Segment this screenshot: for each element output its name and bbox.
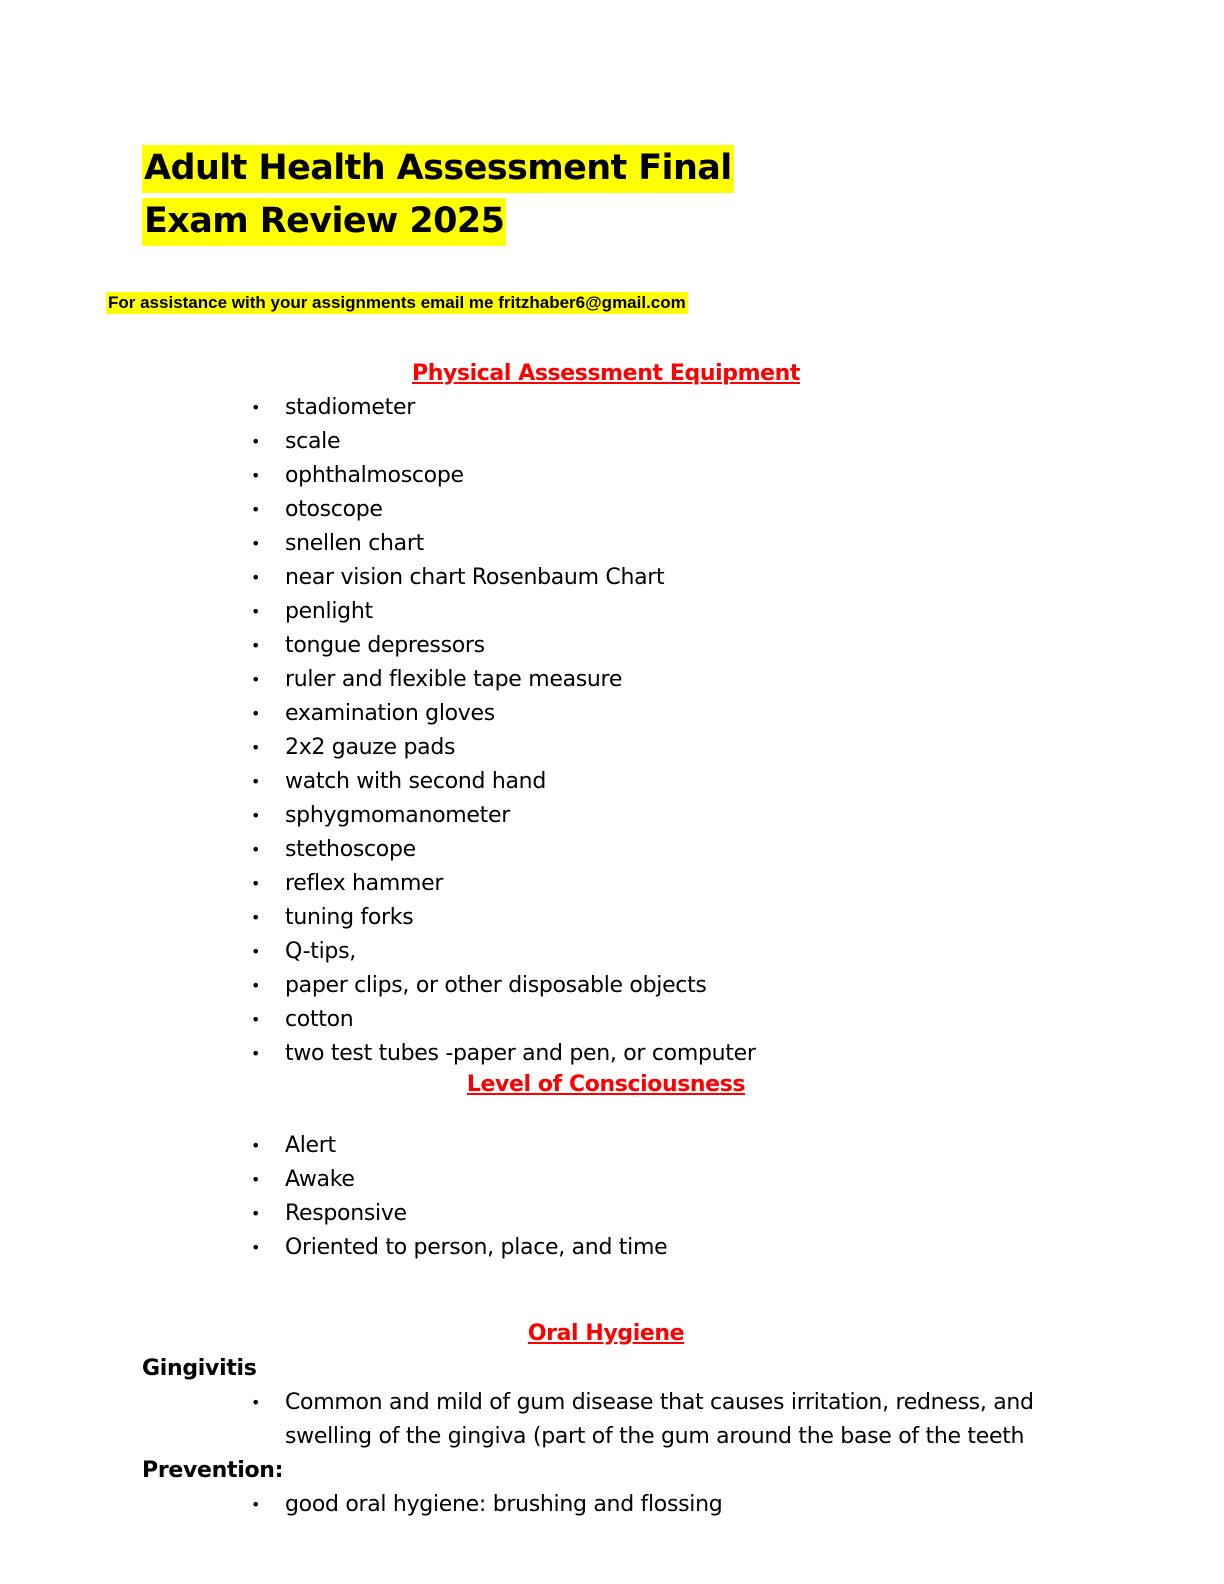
list-item: • stethoscope [0,833,756,867]
list-item: • two test tubes -paper and pen, or computer [0,1037,756,1071]
bullet: • [251,1393,261,1412]
prevention-label: Prevention: [142,1458,284,1483]
list-item: • sphygmomanometer [0,799,756,833]
list-item: • reflex hammer [0,867,756,901]
list-item: • otoscope [0,493,756,527]
list-item: • Awake [0,1163,667,1197]
list-item: • cotton [0,1003,756,1037]
prevention-description: good oral hygiene: brushing and flossing [285,1492,723,1517]
list-item: • tuning forks [0,901,756,935]
list-item: • Oriented to person, place, and time [0,1231,667,1265]
equipment-heading: Physical Assessment Equipment [411,361,800,386]
list-item: • watch with second hand [0,765,756,799]
list-item: • Q-tips, [0,935,756,969]
equipment-list [0,391,756,1071]
bullet: • [251,1495,261,1514]
list-item: • paper clips, or other disposable objects [0,969,756,1003]
gingivitis-description: Common and mild of gum disease that causes irritation, redness, and swelling of the gingiva (part of the gum around the base of the teeth [285,1390,1034,1449]
list-item: • 2x2 gauze pads [0,731,756,765]
title-line-1: Adult Health Assessment Final [142,145,734,193]
list-item: • tongue depressors [0,629,756,663]
list-item: • stadiometer [0,391,756,425]
title-line-2: Exam Review 2025 [142,198,506,246]
oral-hygiene-heading: Oral Hygiene [527,1321,685,1346]
gingivitis-label: Gingivitis [142,1356,257,1381]
list-item: • Responsive [0,1197,667,1231]
list-item: • ruler and flexible tape measure [0,663,756,697]
list-item: • examination gloves [0,697,756,731]
list-item: • Alert [0,1129,667,1163]
consciousness-list [0,1129,667,1265]
list-item: • scale [0,425,756,459]
assistance-note: For assistance with your assignments email me fritzhaber6@gmail.com [108,293,686,312]
document-title [142,142,734,248]
list-item: • near vision chart Rosenbaum Chart [0,561,756,595]
list-item: • penlight [0,595,756,629]
list-item: • ophthalmoscope [0,459,756,493]
list-item: • snellen chart [0,527,756,561]
consciousness-heading: Level of Consciousness [466,1072,746,1097]
